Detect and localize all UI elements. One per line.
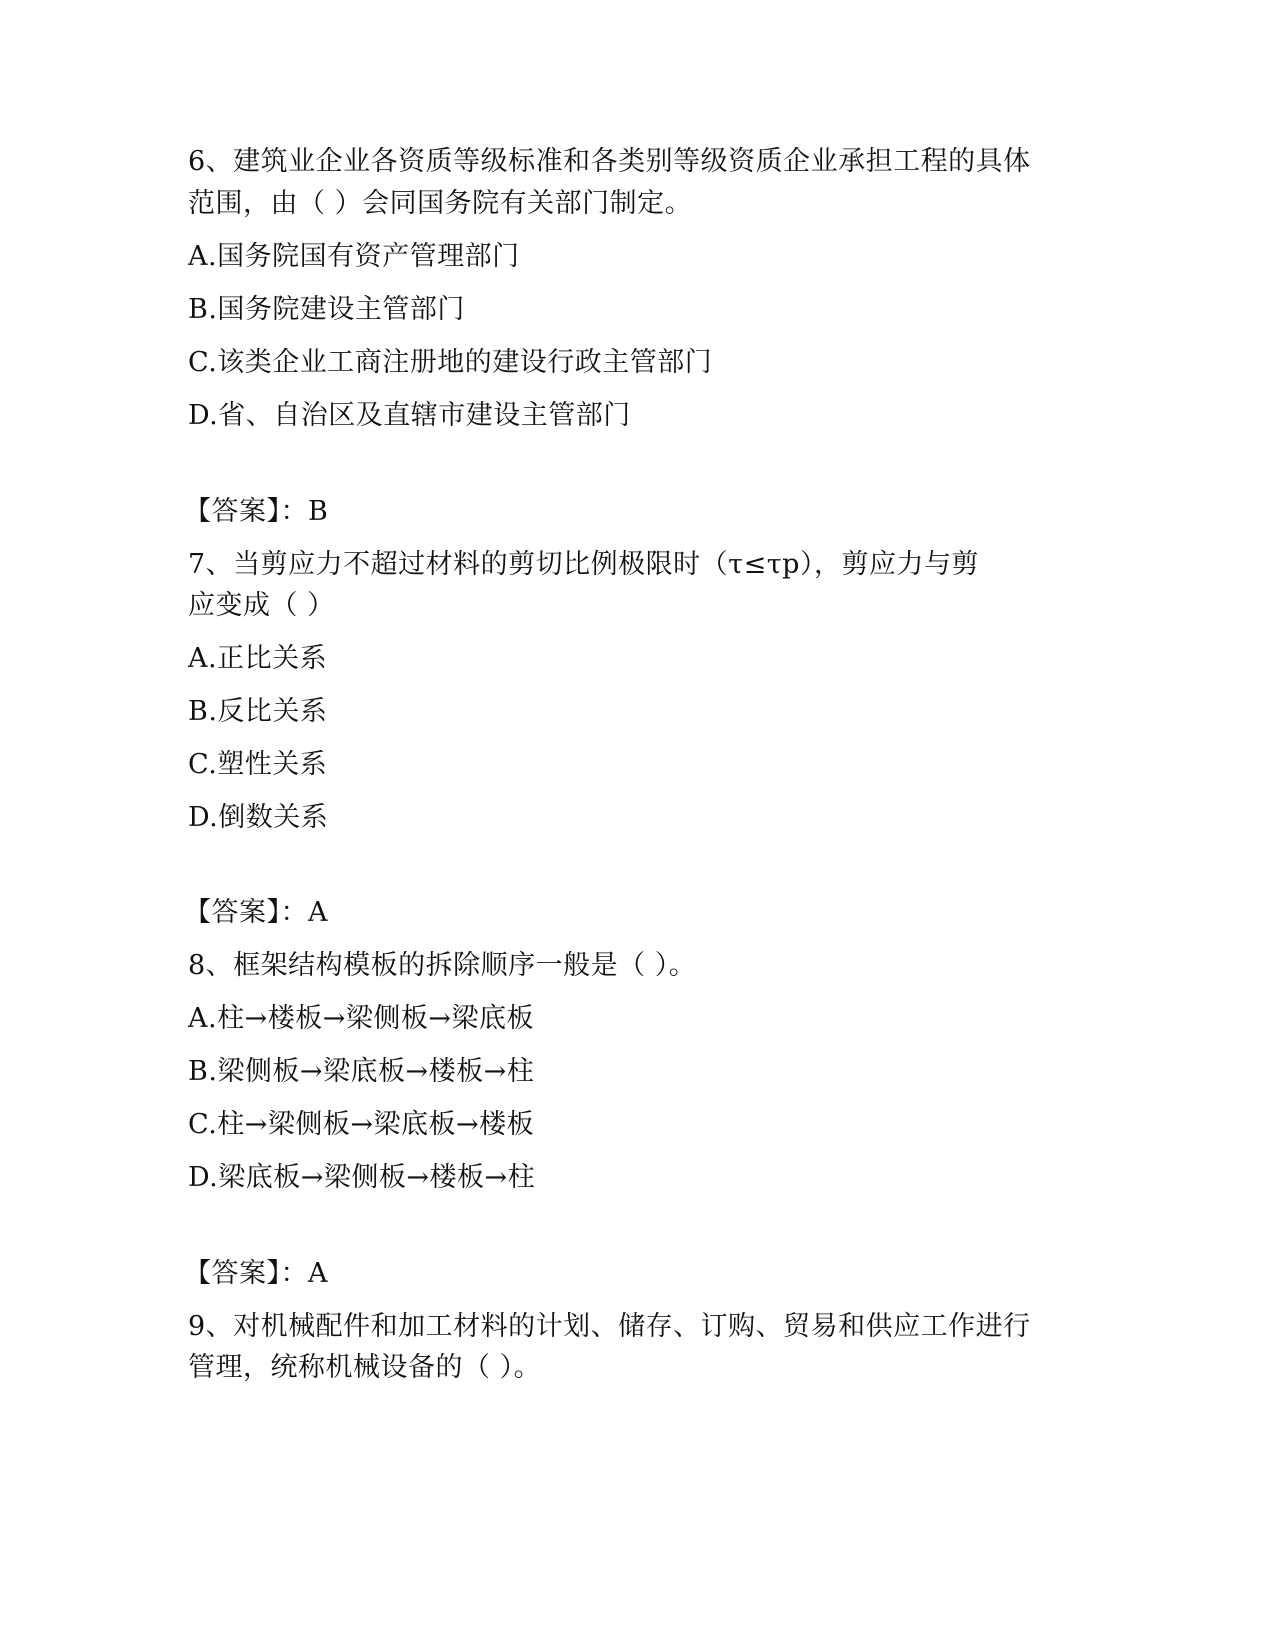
question-7-option-d: D.倒数关系 [188, 802, 329, 833]
question-6-option-a: A.国务院国有资产管理部门 [188, 241, 520, 272]
question-7-stem-line-1: 7、当剪应力不超过材料的剪切比例极限时（τ≤τp），剪应力与剪 [188, 549, 979, 580]
question-7-option-b: B.反比关系 [188, 696, 328, 727]
question-8-option-a: A.柱→楼板→梁侧板→梁底板 [188, 1003, 534, 1034]
question-6-option-c: C.该类企业工商注册地的建设行政主管部门 [188, 347, 713, 378]
question-6-answer: 【答案】：B [184, 496, 329, 527]
question-6-option-d: D.省、自治区及直辖市建设主管部门 [188, 400, 631, 431]
question-7-option-c: C.塑性关系 [188, 749, 328, 780]
question-8-option-c: C.柱→梁侧板→梁底板→楼板 [188, 1109, 535, 1140]
question-9-stem-line-2: 管理，统称机械设备的（ ）。 [188, 1352, 542, 1383]
question-9-stem-line-1: 9、对机械配件和加工材料的计划、储存、订购、贸易和供应工作进行 [188, 1311, 1031, 1342]
question-7-option-a: A.正比关系 [188, 643, 328, 674]
question-6-stem-line-1: 6、建筑业企业各资质等级标准和各类别等级资质企业承担工程的具体 [188, 146, 1031, 177]
question-6-option-b: B.国务院建设主管部门 [188, 294, 465, 325]
question-8-stem-line-1: 8、框架结构模板的拆除顺序一般是（ ）。 [188, 950, 697, 981]
question-6-stem-line-2: 范围，由（ ）会同国务院有关部门制定。 [188, 188, 693, 219]
question-7-answer: 【答案】：A [184, 897, 328, 928]
question-8-option-d: D.梁底板→梁侧板→楼板→柱 [188, 1162, 536, 1193]
question-8-option-b: B.梁侧板→梁底板→楼板→柱 [188, 1056, 535, 1087]
question-7-stem-line-2: 应变成（ ） [188, 590, 335, 621]
question-8-answer: 【答案】：A [184, 1258, 328, 1289]
